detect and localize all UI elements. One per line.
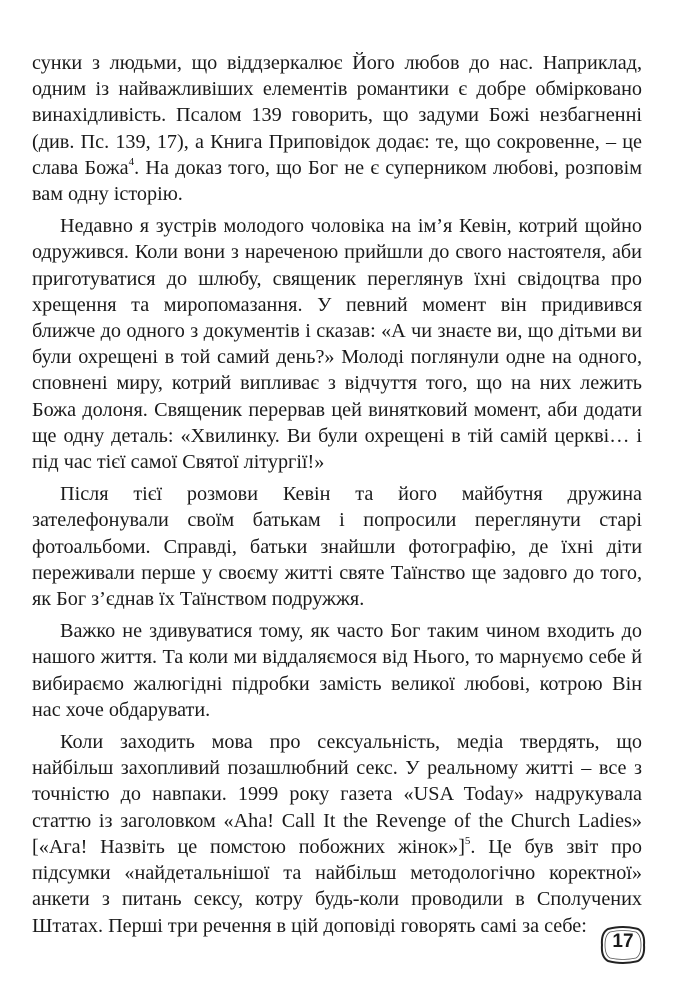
paragraph bbox=[32, 50, 642, 207]
footnote-ref: 4 bbox=[128, 156, 135, 169]
page-number-badge bbox=[600, 925, 646, 965]
text-run: Недавно я зустрів молодого чоловіка на ім’я Кевін, котрий щойно одружився. Коли вони з нареченою прийшли до свого настоятеля, аби приготуватися до шлюбу, священик переглянув їхні свідоцтва про хрещення та миропомазання. У певний момент він придивився ближче до одного з документів і сказав: «А чи знаєте ви, що дітьми ви були охрещені в той самий день?» Молоді поглянули одне на одного, сповнені миру, котрий випливає з відчуття того, що на них лежить Божа долоня. Священик перервав цей винятковий момент, аби додати ще одну деталь: «Хвилинку. Ви були охрещені в тій самій церкві… і під час тієї самої Святої літургії!» bbox=[32, 215, 642, 474]
paragraph bbox=[32, 481, 642, 612]
paragraph bbox=[32, 618, 642, 723]
paragraph bbox=[32, 729, 642, 939]
text-run: . На доказ того, що Бог не є суперником любові, розповім вам одну історію. bbox=[32, 156, 642, 206]
footnote-ref: 5 bbox=[464, 835, 471, 848]
page-number: 17 bbox=[612, 931, 634, 952]
text-run: Після тієї розмови Кевін та його майбутня дружина зателефонували своїм батькам і попросили переглянути старі фотоальбоми. Справді, батьки знайшли фотографію, де їхні діти переживали перше у своєму житті святе Таїнство ще задовго до того, як Бог з’єднав їх Таїнством подружжя. bbox=[32, 483, 642, 611]
paragraph bbox=[32, 213, 642, 475]
text-run: Коли заходить мова про сексуальність, медіа твердять, що найбільш захопливий позашлюбний секс. У реальному житті – все з точністю до навпаки. 1999 року газета «USA Today» надрукувала статтю із заголовком «Aha! Call It the Revenge of the Church Ladies» [«Ага! Назвіть це помстою побожних жінок»] bbox=[32, 731, 642, 858]
text-run: Важко не здивуватися тому, як часто Бог таким чином входить до нашого життя. Та коли ми віддаляємося від Нього, то марнуємо себе й вибираємо жалюгідні підробки замість великої любові, котрою Він нас хоче обдарувати. bbox=[32, 620, 642, 721]
page-body bbox=[32, 50, 642, 945]
text-run: сунки з людьми, що віддзеркалює Його любов до нас. Наприклад, одним із найважливіших елементів романтики є добре обмірковано винахідливість. Псалом 139 говорить, що задуми Божі незбагненні (див. Пс. 139, 17), а Книга Приповідок додає: те, що сокровенне, – це слава Божа bbox=[32, 52, 642, 179]
text-run: . Це був звіт про підсумки «найдетальнішої та найбільш методологічно коректної» анкети з питань сексу, котру будь-коли проводили в Сполучених Штатах. Перші три речення в цій доповіді говорять самі за себе: bbox=[32, 835, 642, 937]
